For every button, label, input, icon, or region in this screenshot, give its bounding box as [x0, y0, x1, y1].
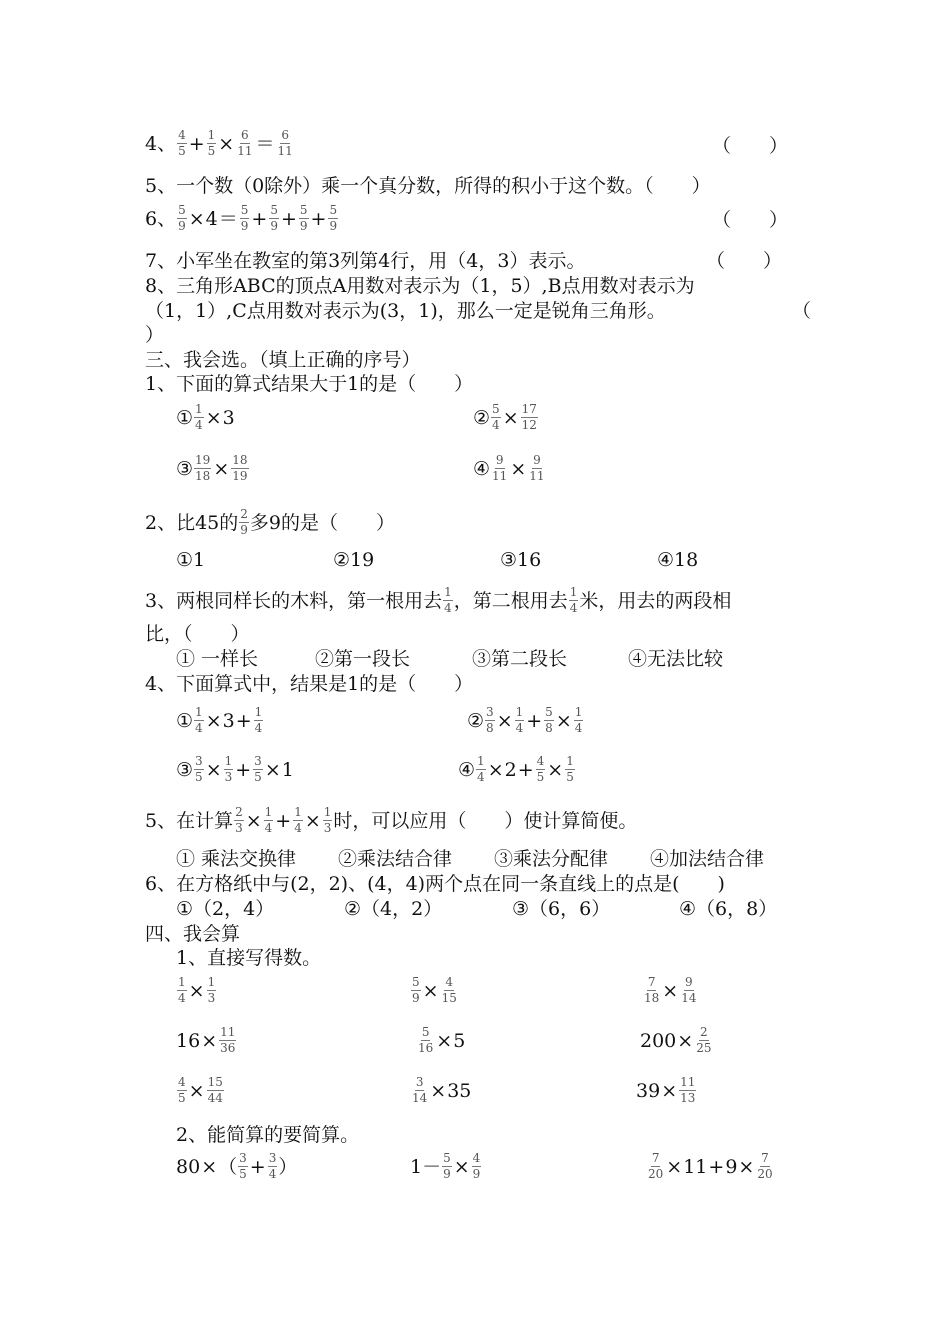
fraction: $\frac{5}{8}$: [545, 705, 553, 735]
judge-item-6: 6、 $\frac{5}{9}$ × 4 ＝ $\frac{5}{9}$ + $\frac{5}{9}$ + $\frac{5}{9}$ + $\frac{5}{9}$: [145, 203, 338, 233]
q4-option-4[interactable]: ④ $\frac{1}{4}$ × 2 + $\frac{4}{5}$ × $\frac{1}{5}$: [458, 754, 574, 784]
fraction: $\frac{1}{3}$: [207, 975, 216, 1005]
choice-q6: 6、在方格纸中与(2，2)、(4，4)两个点在同一条直线上的点是( ): [145, 873, 725, 895]
fraction: $\frac{1}{4}$: [254, 705, 263, 735]
fraction: $\frac{17}{12}$: [521, 402, 537, 432]
fraction: $\frac{2}{9}$: [240, 507, 248, 537]
fraction: $\frac{1}{4}$: [195, 705, 203, 735]
fraction: $\frac{7}{20}$: [648, 1151, 664, 1181]
q6-option-4[interactable]: ④（6，8）: [679, 898, 778, 920]
calc-item: $\frac{5}{9}$ × $\frac{4}{15}$: [412, 975, 457, 1005]
fraction: $\frac{1}{4}$: [294, 805, 302, 835]
q1-option-3[interactable]: ③ $\frac{19}{18}$ × $\frac{18}{19}$: [176, 453, 248, 483]
calc-item: $\frac{7}{18}$ × $\frac{9}{14}$: [644, 975, 697, 1005]
fraction: $\frac{1}{3}$: [323, 805, 332, 835]
fraction: $\frac{1}{4}$: [477, 754, 485, 784]
answer-blank[interactable]: （ ）: [712, 135, 789, 157]
sub-simplify: 2、能简算的要简算。: [176, 1124, 360, 1146]
calc-item: $\frac{4}{5}$ × $\frac{15}{44}$: [178, 1075, 223, 1105]
sub-direct-write: 1、直接写得数。: [176, 947, 322, 969]
q6-option-3[interactable]: ③（6，6）: [512, 898, 611, 920]
calc-item: 80 × （ $\frac{3}{5}$ + $\frac{3}{4}$ ）: [176, 1151, 298, 1181]
choice-q5: 5、在计算 $\frac{2}{3}$ × $\frac{1}{4}$ + $\frac{1}{4}$ × $\frac{1}{3}$ 时，可以应用（ ）使计算简便。: [145, 805, 638, 835]
fraction: $\frac{3}{5}$: [239, 1151, 247, 1181]
fraction: $\frac{5}{9}$: [443, 1151, 451, 1181]
fraction: $\frac{5}{4}$: [492, 402, 500, 432]
fraction: $\frac{4}{5}$: [178, 128, 186, 158]
fraction: $\frac{11}{36}$: [220, 1025, 236, 1055]
q3-option-4[interactable]: ④无法比较: [628, 648, 724, 670]
fraction: $\frac{3}{5}$: [254, 754, 262, 784]
fraction: $\frac{5}{9}$: [240, 203, 249, 233]
fraction: $\frac{7}{18}$: [644, 975, 660, 1005]
fraction: $\frac{11}{13}$: [680, 1075, 696, 1105]
calc-item: $\frac{5}{16}$ × 5: [418, 1025, 466, 1055]
answer-blank[interactable]: （ ）: [712, 209, 789, 231]
choice-q2: 2、比45的 $\frac{2}{9}$ 多9的是（ ）: [145, 507, 395, 537]
q1-option-4[interactable]: ④ $\frac{9}{11}$ × $\frac{9}{11}$: [473, 453, 545, 483]
fraction: $\frac{6}{11}$: [277, 128, 293, 158]
q4-option-2[interactable]: ② $\frac{3}{8}$ × $\frac{1}{4}$ + $\frac{5}{8}$ × $\frac{1}{4}$: [467, 705, 583, 735]
q3-option-2[interactable]: ②第一段长: [315, 648, 411, 670]
judge-item-5: 5、一个数（0除外）乘一个真分数，所得的积小于这个数。（ ）: [145, 175, 711, 197]
q6-option-2[interactable]: ②（4，2）: [344, 898, 443, 920]
fraction: $\frac{3}{5}$: [195, 754, 203, 784]
calc-item: 39 × $\frac{11}{13}$: [636, 1075, 696, 1105]
fraction: $\frac{5}{9}$: [178, 203, 186, 233]
choice-q4: 4、下面算式中，结果是1的是（ ）: [145, 673, 474, 695]
judge-item-8-line2: （1，1）,C点用数对表示为(3，1)，那么一定是锐角三角形。: [145, 300, 666, 322]
judge-item-8-line1: 8、三角形ABC的顶点A用数对表示为（1，5）,B点用数对表示为: [145, 275, 695, 297]
section-title-calc: 四、我会算: [145, 923, 241, 945]
answer-blank-open[interactable]: （: [792, 300, 812, 322]
q1-option-1[interactable]: ① $\frac{1}{4}$ × 3: [176, 402, 235, 432]
judge-item-8-line3: ）: [145, 324, 165, 346]
calc-item: 200 × $\frac{2}{25}$: [640, 1025, 712, 1055]
answer-blank[interactable]: （ ）: [706, 250, 783, 272]
q5-option-2[interactable]: ②乘法结合律: [338, 848, 453, 870]
q4-option-1[interactable]: ① $\frac{1}{4}$ × 3 + $\frac{1}{4}$: [176, 705, 263, 735]
fraction: $\frac{9}{14}$: [681, 975, 697, 1005]
fraction: $\frac{18}{19}$: [232, 453, 248, 483]
q2-option-2[interactable]: ②19: [333, 549, 375, 571]
fraction: $\frac{1}{4}$: [569, 585, 578, 615]
fraction: $\frac{4}{5}$: [178, 1075, 186, 1105]
fraction: $\frac{6}{11}$: [237, 128, 253, 158]
fraction: $\frac{1}{4}$: [574, 705, 583, 735]
choice-q1: 1、下面的算式结果大于1的是（ ）: [145, 373, 474, 395]
q1-option-2[interactable]: ② $\frac{5}{4}$ × $\frac{17}{12}$: [473, 402, 537, 432]
q4-option-3[interactable]: ③ $\frac{3}{5}$ × $\frac{1}{3}$ + $\frac{3}{5}$ × 1: [176, 754, 294, 784]
fraction: $\frac{5}{9}$: [412, 975, 420, 1005]
calc-item: 16 × $\frac{11}{36}$: [176, 1025, 236, 1055]
calc-item: $\frac{3}{14}$ × 35: [412, 1075, 472, 1105]
fraction: $\frac{4}{15}$: [441, 975, 457, 1005]
fraction: $\frac{4}{5}$: [536, 754, 545, 784]
fraction: $\frac{19}{18}$: [195, 453, 211, 483]
q5-option-1[interactable]: ① 乘法交换律: [176, 848, 297, 870]
q2-option-1[interactable]: ①1: [176, 549, 206, 571]
fraction: $\frac{3}{4}$: [268, 1151, 277, 1181]
fraction: $\frac{3}{14}$: [412, 1075, 428, 1105]
q5-option-3[interactable]: ③乘法分配律: [494, 848, 609, 870]
fraction: $\frac{1}{4}$: [444, 585, 452, 615]
fraction: $\frac{4}{9}$: [472, 1151, 481, 1181]
fraction: $\frac{2}{25}$: [696, 1025, 712, 1055]
q2-option-3[interactable]: ③16: [500, 549, 542, 571]
q3-option-1[interactable]: ① 一样长: [176, 648, 259, 670]
fraction: $\frac{1}{4}$: [515, 705, 524, 735]
fraction: $\frac{9}{11}$: [529, 453, 545, 483]
calc-item: $\frac{7}{20}$ × 11 + 9 × $\frac{7}{20}$: [648, 1151, 773, 1181]
fraction: $\frac{1}{5}$: [566, 754, 574, 784]
fraction: $\frac{5}{9}$: [270, 203, 278, 233]
choice-q3-line2: 比，（ ）: [145, 623, 250, 645]
fraction: $\frac{15}{44}$: [207, 1075, 223, 1105]
q6-option-1[interactable]: ①（2，4）: [176, 898, 275, 920]
fraction: $\frac{9}{11}$: [492, 453, 508, 483]
fraction: $\frac{1}{4}$: [195, 402, 203, 432]
fraction: $\frac{5}{16}$: [418, 1025, 434, 1055]
calc-item: $\frac{1}{4}$ × $\frac{1}{3}$: [178, 975, 216, 1005]
calc-item: 1－ $\frac{5}{9}$ × $\frac{4}{9}$: [410, 1151, 481, 1181]
fraction: $\frac{1}{4}$: [264, 805, 273, 835]
fraction: $\frac{1}{5}$: [207, 128, 216, 158]
q2-option-4[interactable]: ④18: [657, 549, 699, 571]
fraction: $\frac{2}{3}$: [235, 805, 243, 835]
q3-option-3[interactable]: ③第二段长: [472, 648, 568, 670]
fraction: $\frac{5}{9}$: [329, 203, 338, 233]
judge-item-7: 7、小军坐在教室的第3列第4行，用（4，3）表示。: [145, 250, 586, 272]
judge-item-4: 4、 $\frac{4}{5}$ + $\frac{1}{5}$ × $\frac{6}{11}$ ＝ $\frac{6}{11}$: [145, 128, 293, 158]
q5-option-4[interactable]: ④加法结合律: [650, 848, 765, 870]
section-title-choose: 三、我会选。（填上正确的序号）: [145, 349, 421, 371]
fraction: $\frac{3}{8}$: [486, 705, 494, 735]
fraction: $\frac{1}{4}$: [178, 975, 186, 1005]
choice-q3-line1: 3、两根同样长的木料，第一根用去 $\frac{1}{4}$ ，第二根用去 $\frac{1}{4}$ 米，用去的两段相: [145, 585, 732, 615]
fraction: $\frac{5}{9}$: [299, 203, 308, 233]
fraction: $\frac{7}{20}$: [757, 1151, 773, 1181]
fraction: $\frac{1}{3}$: [224, 754, 233, 784]
